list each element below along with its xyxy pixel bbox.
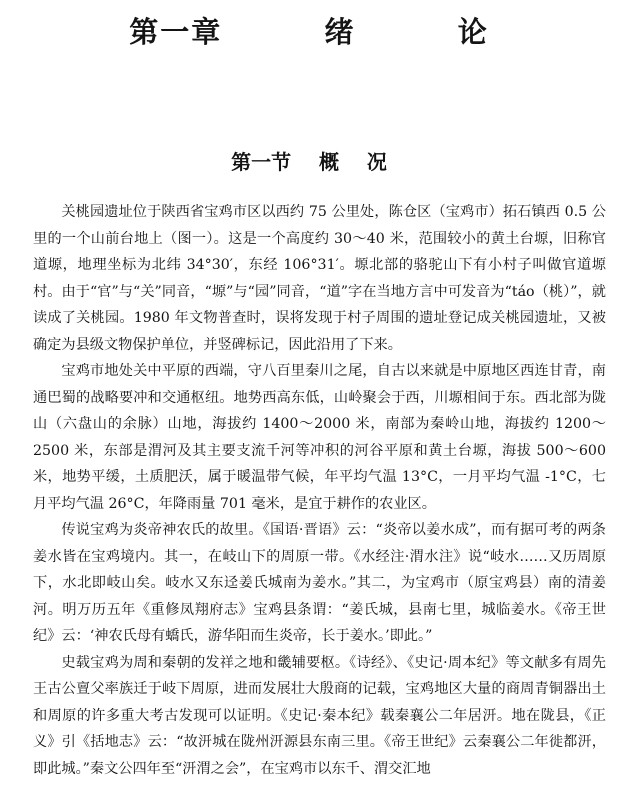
paragraph: 传说宝鸡为炎帝神农氏的故里。《国语·晋语》云：“炎帝以姜水成”，而有据可考的两条姜水皆在宝鸡境内。其一，在岐山下的周原一带。《水经注·渭水注》说“岐水……又历周原下，水北即岐山矣。岐水又东迳姜氏城南为姜水。”其二，为宝鸡市（原宝鸡县）南的清姜河。明万历五年《重修凤翔府志》宝鸡县条谓：“姜氏城，县南七里，城临姜水。《帝王世纪》云：‘神农氏母有蟜氏，游华阳而生炎帝，长于姜水。’即此。”: [33, 522, 606, 644]
chapter-title: 第一章 绪 论: [129, 15, 489, 49]
paragraph: 关桃园遗址位于陕西省宝鸡市区以西约 75 公里处，陈仓区（宝鸡市）拓石镇西 0.5 公里的一个山前台地上（图一）。这是一个高度约 30～40 米，范围较小的黄土台塬，旧称官道塬，地理坐标为北纬 34°30′，东经 106°31′。塬北部的骆驼山下有小村子叫做官道塬村。由于“官”与“关”同音，“塬”与“园”同音，“道”字在当地方言中可发音为“táo（桃）”，就读成了关桃园。1980 年文物普查时，误将发现于村子周围的遗址登记成关桃园遗址，又被确定为县级文物保护单位，并竖碑标记，因此沿用了下来。: [33, 204, 606, 353]
section-title: 第一节 概 况: [231, 150, 387, 174]
paragraph: 宝鸡市地处关中平原的西端，守八百里秦川之尾，自古以来就是中原地区西连甘青，南通巴蜀的战略要冲和交通枢纽。地势西高东低，山岭聚会于西，川塬相间于东。西北部为陇山（六盘山的余脉）山地，海拔约 1400～2000 米，南部为秦岭山地，海拔约 1200～2500 米，东部是渭河及其主要支流千河等冲积的河谷平原和黄土台塬，海拔 500～600 米，地势平缓，土质肥沃，属于暖温带气候，年平均气温 13°C，一月平均气温 -1°C，七月平均气温 26°C，年降雨量 701 毫米，是宜于耕作的农业区。: [33, 363, 606, 512]
body-text: [33, 199, 606, 782]
paragraph: 史载宝鸡为周和秦朝的发祥之地和畿辅要枢。《诗经》、《史记·周本纪》等文献多有周先王古公亶父率族迁于岐下周原，进而发展壮大殷商的记载，宝鸡地区大量的商周青铜器出土和周原的许多重大考古发现可以证明。《史记·秦本纪》载秦襄公二年居汧。地在陇县，《正义》引《括地志》云：“故汧城在陇州汧源县东南三里。《帝王世纪》云秦襄公二年徙都汧，即此城。”秦文公四年至“汧渭之会”，在宝鸡市以东千、渭交汇地: [33, 654, 606, 777]
